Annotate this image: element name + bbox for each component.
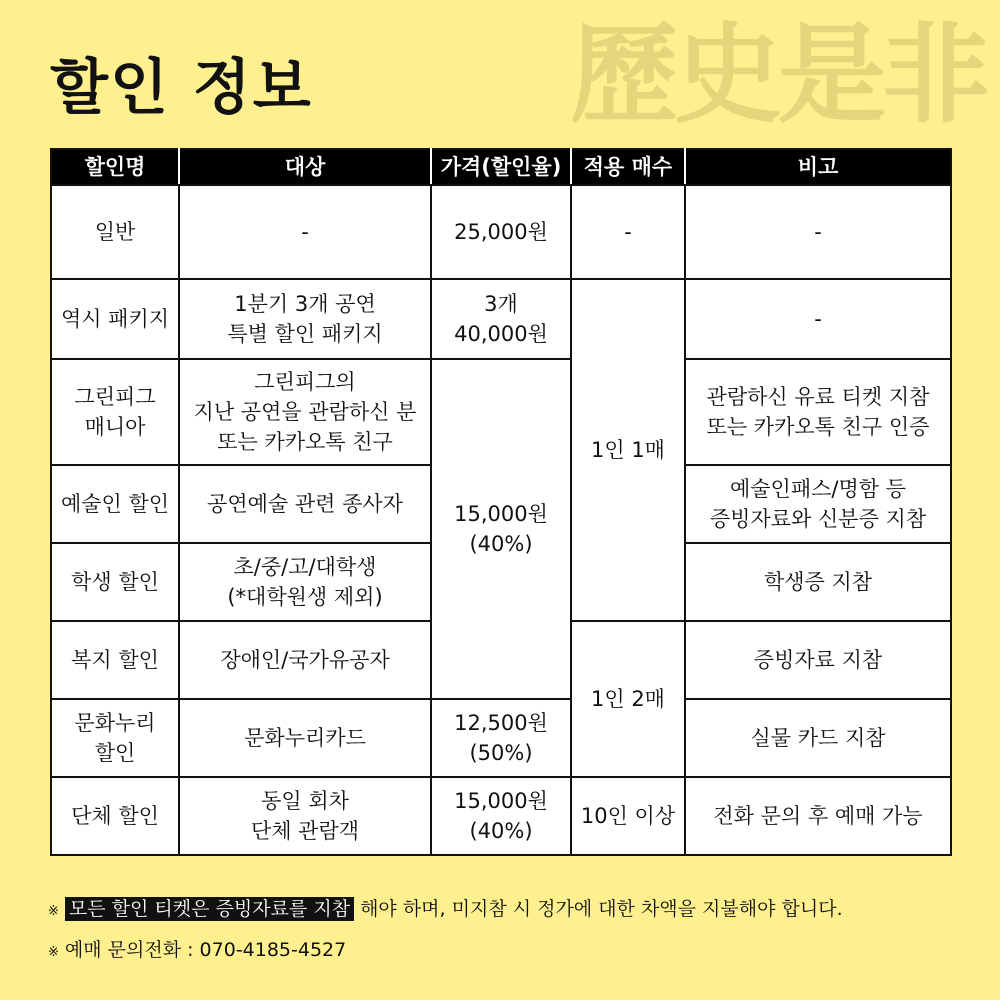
note-rest: 해야 하며, 미지참 시 정가에 대한 차액을 지불해야 합니다. xyxy=(354,898,843,920)
table-row xyxy=(51,777,951,855)
note-mark: ※ xyxy=(48,945,59,960)
cell-price: 3개 40,000원 xyxy=(431,279,571,359)
cell-target: 동일 회차 단체 관람객 xyxy=(179,777,431,855)
cell-target: 공연예술 관련 종사자 xyxy=(179,465,431,543)
cell-count: 10인 이상 xyxy=(571,777,685,855)
cell-note: 예술인패스/명함 등 증빙자료와 신분증 지참 xyxy=(685,465,951,543)
cell-note: - xyxy=(685,279,951,359)
page-title: 할인 정보 xyxy=(50,53,313,123)
cell-name: 그린피그 매니아 xyxy=(51,359,179,465)
cell-note: 증빙자료 지참 xyxy=(685,621,951,699)
note-phone xyxy=(48,931,843,972)
cell-target: 문화누리카드 xyxy=(179,699,431,777)
cell-name: 일반 xyxy=(51,185,179,279)
watermark: 歷史是非 xyxy=(569,13,986,138)
note-phone-text: 예매 문의전화 : 070-4185-4527 xyxy=(64,939,347,961)
table-header-row xyxy=(51,149,951,185)
cell-target: 그린피그의 지난 공연을 관람하신 분 또는 카카오톡 친구 xyxy=(179,359,431,465)
table-row xyxy=(51,279,951,359)
cell-price: 15,000원 (40%) xyxy=(431,359,571,699)
note-mark: ※ xyxy=(48,904,59,919)
header-target: 대상 xyxy=(179,149,431,185)
discount-table xyxy=(50,148,952,856)
cell-count: 1인 2매 xyxy=(571,621,685,777)
cell-price: 15,000원 (40%) xyxy=(431,777,571,855)
header-price: 가격(할인율) xyxy=(431,149,571,185)
cell-target: - xyxy=(179,185,431,279)
cell-note: 학생증 지참 xyxy=(685,543,951,621)
cell-name: 복지 할인 xyxy=(51,621,179,699)
note-highlight: 모든 할인 티켓은 증빙자료를 지참 xyxy=(65,897,354,921)
cell-count: - xyxy=(571,185,685,279)
cell-name: 학생 할인 xyxy=(51,543,179,621)
cell-name: 역시 패키지 xyxy=(51,279,179,359)
cell-name: 문화누리 할인 xyxy=(51,699,179,777)
notes xyxy=(48,890,843,972)
header-note: 비고 xyxy=(685,149,951,185)
table-row xyxy=(51,359,951,465)
cell-note: 실물 카드 지참 xyxy=(685,699,951,777)
cell-name: 단체 할인 xyxy=(51,777,179,855)
cell-name: 예술인 할인 xyxy=(51,465,179,543)
cell-count: 1인 1매 xyxy=(571,279,685,621)
cell-target: 장애인/국가유공자 xyxy=(179,621,431,699)
table-row xyxy=(51,185,951,279)
cell-note: 전화 문의 후 예매 가능 xyxy=(685,777,951,855)
table-row xyxy=(51,699,951,777)
cell-target: 1분기 3개 공연 특별 할인 패키지 xyxy=(179,279,431,359)
header-count: 적용 매수 xyxy=(571,149,685,185)
cell-note: - xyxy=(685,185,951,279)
cell-note: 관람하신 유료 티켓 지참 또는 카카오톡 친구 인증 xyxy=(685,359,951,465)
note-proof-required xyxy=(48,890,843,931)
cell-target: 초/중/고/대학생 (*대학원생 제외) xyxy=(179,543,431,621)
header-name: 할인명 xyxy=(51,149,179,185)
cell-price: 12,500원 (50%) xyxy=(431,699,571,777)
cell-price: 25,000원 xyxy=(431,185,571,279)
